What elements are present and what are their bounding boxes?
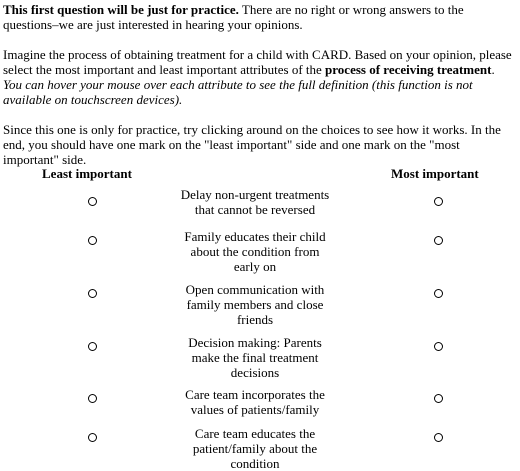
instruction-bold: process of receiving treatment bbox=[325, 62, 492, 77]
hover-hint: You can hover your mouse over each attribute to see the full definition (this function is not available on touchscreen devices). bbox=[3, 77, 473, 107]
least-important-radio-2[interactable] bbox=[88, 236, 97, 245]
intro-text: There are no right or wrong answers to the questions–we are just interested in hearing your opinions. bbox=[3, 2, 464, 32]
attribute-label-3: Open communication with family members and close friends bbox=[185, 282, 325, 327]
intro-paragraph-2 bbox=[3, 47, 516, 107]
least-important-radio-5[interactable] bbox=[88, 394, 97, 403]
practice-hint: Since this one is only for practice, try clicking around on the choices to see how it works. In the end, you should have one mark on the "least important" side and one mark on the "most important" side. bbox=[3, 122, 501, 167]
least-important-radio-3[interactable] bbox=[88, 289, 97, 298]
attribute-label-1: Delay non-urgent treatments that cannot be reversed bbox=[180, 187, 330, 217]
instruction-punct: . bbox=[491, 62, 495, 77]
most-important-radio-1[interactable] bbox=[434, 197, 443, 206]
most-important-radio-3[interactable] bbox=[434, 289, 443, 298]
attribute-label-4: Decision making: Parents make the final treatment decisions bbox=[188, 335, 322, 380]
attribute-label-2: Family educates their child about the condition from early on bbox=[184, 229, 326, 274]
least-important-radio-6[interactable] bbox=[88, 433, 97, 442]
attribute-label-6: Care team educates the patient/family about the condition bbox=[192, 426, 318, 471]
intro-paragraph-3 bbox=[3, 122, 516, 167]
column-header bbox=[0, 166, 520, 184]
least-important-radio-1[interactable] bbox=[88, 197, 97, 206]
most-important-radio-6[interactable] bbox=[434, 433, 443, 442]
intro-paragraph-1 bbox=[3, 2, 516, 32]
most-important-radio-2[interactable] bbox=[434, 236, 443, 245]
least-important-header: Least important bbox=[42, 166, 132, 181]
attribute-label-5: Care team incorporates the values of patients/family bbox=[185, 387, 325, 417]
instruction-text: Imagine the process of obtaining treatment for a child with CARD. Based on your opinion, please select the most important and least important attributes of the bbox=[3, 47, 512, 77]
most-important-radio-5[interactable] bbox=[434, 394, 443, 403]
intro-bold: This first question will be just for practice. bbox=[3, 2, 239, 17]
most-important-radio-4[interactable] bbox=[434, 342, 443, 351]
most-important-header: Most important bbox=[391, 166, 479, 181]
least-important-radio-4[interactable] bbox=[88, 342, 97, 351]
